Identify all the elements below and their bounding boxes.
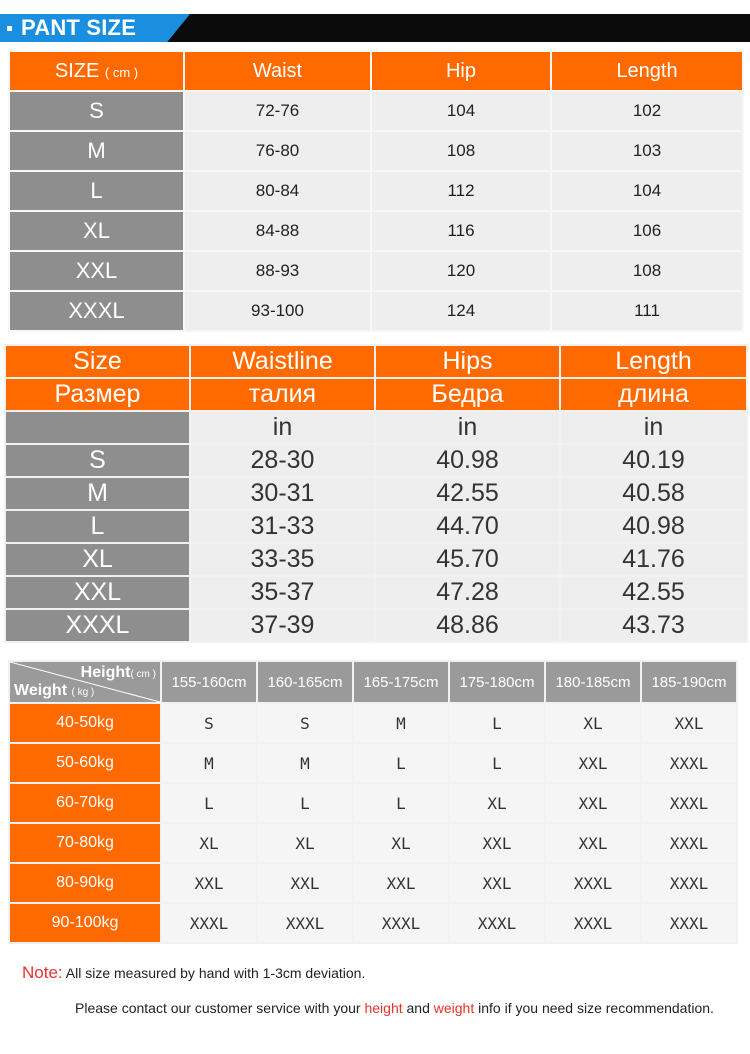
hip-cell: 40.98 bbox=[376, 445, 559, 476]
size-cell: XXXL bbox=[450, 904, 544, 942]
note-line-2 bbox=[75, 1000, 714, 1016]
hip-cell: 112 bbox=[372, 172, 550, 210]
weight-cell: 70-80kg bbox=[10, 824, 160, 862]
header-hip: Hip bbox=[372, 52, 550, 90]
hip-cell: 108 bbox=[372, 132, 550, 170]
corner-height-unit: ( cm ) bbox=[130, 669, 156, 680]
waist-cell: 31-33 bbox=[191, 511, 374, 542]
size-cell: S bbox=[10, 92, 183, 130]
size-cell: XL bbox=[162, 824, 256, 862]
waist-cell: 80-84 bbox=[185, 172, 370, 210]
table-header-row bbox=[10, 52, 742, 90]
size-cell: XXXL bbox=[642, 864, 736, 902]
size-cell: XL bbox=[6, 544, 189, 575]
length-cell: 41.76 bbox=[561, 544, 746, 575]
waist-cell: 28-30 bbox=[191, 445, 374, 476]
header-size-ru: Размер bbox=[6, 379, 189, 410]
size-cell: XXL bbox=[546, 744, 640, 782]
corner-box bbox=[10, 662, 160, 702]
hip-cell: 48.86 bbox=[376, 610, 559, 641]
length-cell: 111 bbox=[552, 292, 742, 330]
size-cell: M bbox=[354, 704, 448, 742]
size-cell: S bbox=[6, 445, 189, 476]
weight-cell: 40-50kg bbox=[10, 704, 160, 742]
note-and-word: and bbox=[406, 1000, 430, 1016]
size-cell: XL bbox=[10, 212, 183, 250]
size-cell: XXXL bbox=[10, 292, 183, 330]
size-cell: L bbox=[450, 704, 544, 742]
table-row bbox=[6, 511, 746, 542]
waist-cell: 76-80 bbox=[185, 132, 370, 170]
table-row bbox=[10, 132, 742, 170]
table-row bbox=[10, 704, 736, 742]
header-length: Length bbox=[552, 52, 742, 90]
header-size bbox=[10, 52, 183, 90]
height-header-cell: 155-160cm bbox=[162, 662, 256, 702]
hip-cell: 124 bbox=[372, 292, 550, 330]
size-cell: XXL bbox=[450, 824, 544, 862]
size-cell: XXXL bbox=[162, 904, 256, 942]
size-cell: S bbox=[162, 704, 256, 742]
size-table-inch bbox=[4, 344, 748, 643]
hip-cell: 42.55 bbox=[376, 478, 559, 509]
table-row bbox=[10, 212, 742, 250]
corner-weight bbox=[14, 682, 94, 700]
weight-cell: 60-70kg bbox=[10, 784, 160, 822]
size-cell: XXXL bbox=[642, 744, 736, 782]
note-weight-word: weight bbox=[433, 1000, 475, 1016]
size-cell: XXL bbox=[450, 864, 544, 902]
length-cell: 42.55 bbox=[561, 577, 746, 608]
table-header-row-en bbox=[6, 346, 746, 377]
table-row bbox=[10, 92, 742, 130]
length-cell: 103 bbox=[552, 132, 742, 170]
units-row bbox=[6, 412, 746, 443]
size-cell: S bbox=[258, 704, 352, 742]
header-waist-ru: талия bbox=[191, 379, 374, 410]
length-cell: 102 bbox=[552, 92, 742, 130]
banner-title: PANT SIZE bbox=[21, 15, 137, 40]
length-cell: 40.19 bbox=[561, 445, 746, 476]
unit-waist: in bbox=[191, 412, 374, 443]
length-cell: 104 bbox=[552, 172, 742, 210]
table-row bbox=[6, 445, 746, 476]
size-cell: XXL bbox=[6, 577, 189, 608]
size-cell: XXL bbox=[162, 864, 256, 902]
size-cell: XL bbox=[546, 704, 640, 742]
header-size-unit: ( cm ) bbox=[104, 64, 139, 80]
note-text-2a: Please contact our customer service with your bbox=[75, 1000, 361, 1016]
size-cell: XL bbox=[258, 824, 352, 862]
size-table-cm bbox=[8, 50, 744, 332]
table-row bbox=[10, 824, 736, 862]
waist-cell: 37-39 bbox=[191, 610, 374, 641]
corner-cell bbox=[10, 662, 160, 702]
size-cell: XXL bbox=[258, 864, 352, 902]
bullet-icon bbox=[7, 26, 12, 31]
size-cell: M bbox=[258, 744, 352, 782]
size-cell: XXXL bbox=[642, 824, 736, 862]
table-row bbox=[6, 478, 746, 509]
size-cell: XXL bbox=[546, 824, 640, 862]
note-text-2b: info if you need size recommendation. bbox=[478, 1000, 714, 1016]
weight-cell: 80-90kg bbox=[10, 864, 160, 902]
header-waist: Waist bbox=[185, 52, 370, 90]
table-row bbox=[10, 172, 742, 210]
header-length-ru: длина bbox=[561, 379, 746, 410]
size-cell: L bbox=[6, 511, 189, 542]
header-length-en: Length bbox=[561, 346, 746, 377]
height-header-cell: 175-180cm bbox=[450, 662, 544, 702]
size-cell: L bbox=[162, 784, 256, 822]
waist-cell: 93-100 bbox=[185, 292, 370, 330]
table-header-row-ru bbox=[6, 379, 746, 410]
size-cell: L bbox=[354, 744, 448, 782]
table-row bbox=[10, 784, 736, 822]
length-cell: 40.98 bbox=[561, 511, 746, 542]
hip-cell: 116 bbox=[372, 212, 550, 250]
waist-cell: 35-37 bbox=[191, 577, 374, 608]
size-cell: M bbox=[10, 132, 183, 170]
header-size-label: SIZE bbox=[54, 59, 100, 82]
table-row bbox=[6, 544, 746, 575]
size-cell: XXL bbox=[354, 864, 448, 902]
section-banner bbox=[0, 14, 750, 42]
header-hip-ru: Бедра bbox=[376, 379, 559, 410]
size-cell: XXL bbox=[642, 704, 736, 742]
table-row bbox=[10, 292, 742, 330]
header-waist-en: Waistline bbox=[191, 346, 374, 377]
size-cell: L bbox=[10, 172, 183, 210]
hip-cell: 44.70 bbox=[376, 511, 559, 542]
note-label: Note: bbox=[22, 963, 63, 982]
hip-cell: 120 bbox=[372, 252, 550, 290]
table-row bbox=[6, 610, 746, 641]
header-size-en: Size bbox=[6, 346, 189, 377]
hip-cell: 47.28 bbox=[376, 577, 559, 608]
size-cell: XL bbox=[354, 824, 448, 862]
height-header-cell: 185-190cm bbox=[642, 662, 736, 702]
size-cell: XXL bbox=[546, 784, 640, 822]
unit-hip: in bbox=[376, 412, 559, 443]
table-row bbox=[10, 904, 736, 942]
waist-cell: 72-76 bbox=[185, 92, 370, 130]
unit-size bbox=[6, 412, 189, 443]
size-cell: M bbox=[6, 478, 189, 509]
waist-cell: 84-88 bbox=[185, 212, 370, 250]
size-cell: L bbox=[450, 744, 544, 782]
note-text-1: All size measured by hand with 1-3cm deviation. bbox=[65, 965, 366, 981]
table-header-row bbox=[10, 662, 736, 702]
unit-length: in bbox=[561, 412, 746, 443]
hip-cell: 45.70 bbox=[376, 544, 559, 575]
table-row bbox=[10, 864, 736, 902]
height-header-cell: 160-165cm bbox=[258, 662, 352, 702]
table-row bbox=[10, 252, 742, 290]
weight-cell: 50-60kg bbox=[10, 744, 160, 782]
height-weight-table bbox=[8, 660, 738, 944]
size-cell: XXXL bbox=[6, 610, 189, 641]
note-height-word: height bbox=[364, 1000, 403, 1016]
size-cell: XXXL bbox=[546, 904, 640, 942]
size-cell: XXXL bbox=[642, 904, 736, 942]
length-cell: 108 bbox=[552, 252, 742, 290]
size-cell: XXXL bbox=[546, 864, 640, 902]
hip-cell: 104 bbox=[372, 92, 550, 130]
header-hip-en: Hips bbox=[376, 346, 559, 377]
corner-height bbox=[81, 664, 156, 682]
size-cell: L bbox=[354, 784, 448, 822]
length-cell: 43.73 bbox=[561, 610, 746, 641]
table-row bbox=[6, 577, 746, 608]
waist-cell: 30-31 bbox=[191, 478, 374, 509]
corner-height-label: Height bbox=[80, 664, 131, 681]
size-cell: XXL bbox=[10, 252, 183, 290]
table-row bbox=[10, 744, 736, 782]
size-cell: M bbox=[162, 744, 256, 782]
corner-weight-label: Weight bbox=[14, 682, 68, 699]
length-cell: 106 bbox=[552, 212, 742, 250]
note-line-1 bbox=[22, 963, 365, 983]
size-cell: XL bbox=[450, 784, 544, 822]
corner-weight-unit: ( kg ) bbox=[71, 687, 95, 698]
length-cell: 40.58 bbox=[561, 478, 746, 509]
waist-cell: 33-35 bbox=[191, 544, 374, 575]
height-header-cell: 165-175cm bbox=[354, 662, 448, 702]
waist-cell: 88-93 bbox=[185, 252, 370, 290]
size-cell: L bbox=[258, 784, 352, 822]
size-cell: XXXL bbox=[642, 784, 736, 822]
weight-cell: 90-100kg bbox=[10, 904, 160, 942]
height-header-cell: 180-185cm bbox=[546, 662, 640, 702]
size-cell: XXXL bbox=[354, 904, 448, 942]
size-cell: XXXL bbox=[258, 904, 352, 942]
